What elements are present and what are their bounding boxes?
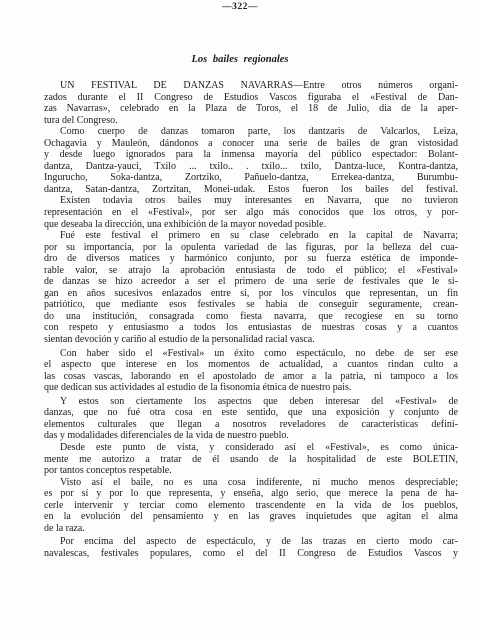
text-line: Desde este punto de vista, y considerado así el «Festival», es como única- [60, 441, 458, 453]
text-line: das y modalidades diferenciales de la vida de nuestro pueblo. [44, 430, 289, 442]
text-line: cerle intervenir y terciar como elemento trascendente en la vida de los pueblos, [44, 499, 458, 511]
text-line: de danzas se hizo acreedor a ser el primero de una serie de festivales que le si- [44, 276, 458, 288]
text-line: Fué este festival el primero en su clase celebrado en la capital de Navarra; [60, 230, 458, 242]
text-line: Visto así el baile, no es una cosa indiferente, ni mucho menos despreciable; [60, 476, 458, 488]
text-line: dro de diversos matices y harmónico conjunto, por su fuerza estética de imponde- [44, 253, 458, 265]
text-line: do una institución, consagrada como fiesta navarra, que recogiese en su torno [44, 310, 458, 322]
text-line: con respeto y entusiasmo a todos los entusiastas de nuestras cosas y a cuantos [44, 322, 458, 334]
text-line: por tantos conceptos respetable. [44, 465, 172, 477]
text-line: gan en años sucesivos enlazados entre si, por los vinculos que representan, un fin [44, 287, 458, 299]
text-line: de la raza. [44, 522, 85, 534]
text-line: mente me autorizo a tratar de él usando de la hospitalidad de este BOLETIN, [44, 453, 458, 465]
text-line: en la evolución del pensamiento y en las graves inquietudes que agitan el alma [44, 511, 458, 523]
text-line: dantza, Satan-dantza, Zortzitan, Monei-udak. Estos fueron los bailes del festival. [44, 183, 458, 195]
text-line: dantza, Dantza-yauci, Txilo ... txilo.. . txilo... txilo, Dantza-luce, Kontra-dantza, [44, 160, 458, 172]
text-line: el aspecto que interese en los momentos de actualidad, a cuantos rindan culto a [44, 359, 458, 371]
text-line: Y estos son ciertamente los aspectos que deben interesar del «Festival» de [60, 395, 458, 407]
text-line: UN FESTIVAL DE DANZAS NAVARRAS—Entre otros números organi- [60, 80, 458, 91]
article-body [44, 80, 458, 559]
text-line: Existen todavia otros bailes muy interesantes en Navarra, que no tuvieron [60, 195, 458, 207]
page-number: —322— [222, 2, 258, 12]
text-line: navalescas, festivales populares, como el del II Congreso de Estudios Vascos y [44, 547, 458, 559]
text-line: Como cuerpo de danzas tomaron parte, los dantzaris de Valcarlos, Leiza, [60, 126, 458, 138]
text-line: Ochagavia y Mauleón, dándonos a conocer una serie de bailes de gran vistosidad [44, 137, 458, 149]
text-line: que dedican sus actividades al estudio de la fisonomia étnica de nuestro pais. [44, 382, 352, 394]
text-line: representación en el «Festival», por ser algo más conocidos que los otros, y por- [44, 207, 458, 219]
text-line: danzas, que no fué otra cosa en este sentido, que una exposición y conjunto de [44, 407, 458, 419]
text-line: rable valor, se atrajo la aprobación entusiasta de todo el público; el «Festival» [44, 264, 458, 276]
text-line: Ingurucho, Soka-dantza, Zortziko, Pañuelo-dantza, Errekea-dantza, Burumbu- [44, 172, 458, 184]
text-line: zas Navarras», celebrado en la Plaza de Toros, el 18 de Julio, dia de la aper- [44, 103, 458, 115]
text-line: elementos culturales que llegan a nosotros reveladores de caracteristicas defini- [44, 418, 458, 430]
text-line: patriótico, que mediante esos festivales se habia de conseguir seguramente, crean- [44, 299, 458, 311]
text-line: que deseaba la dirección, una exhibición de la mayor novedad posible. [44, 218, 327, 230]
text-line: por su importancia, por la opulenta variedad de las figuras, por la belleza del cua- [44, 241, 458, 253]
text-line: Por encima del aspecto de espectáculo, y de las trazas en cierto modo car- [60, 536, 458, 548]
text-line: tura del Congreso. [44, 114, 118, 126]
text-line: las cosas vascas, laborando en el apostolado de amor a la patria, ni tampoco a los [44, 370, 458, 382]
text-line: es por sí y por lo que representa, y enseña, algo serio, que merece la pena de ha- [44, 488, 458, 500]
text-line: zados durante el II Congreso de Estudios Vascos figuraba el «Festival de Dan- [44, 91, 458, 103]
text-line: y desde luego ignorados para la inmensa mayoría del público espectador: Bolant- [44, 149, 458, 161]
text-line: Con haber sido el «Festival» un éxito como espectáculo, no debe de ser ese [60, 347, 458, 359]
section-title: Los bailes regionales [191, 54, 289, 65]
text-line: sientan devoción y cariño al estudio de la personalidad racial vasca. [44, 334, 315, 346]
